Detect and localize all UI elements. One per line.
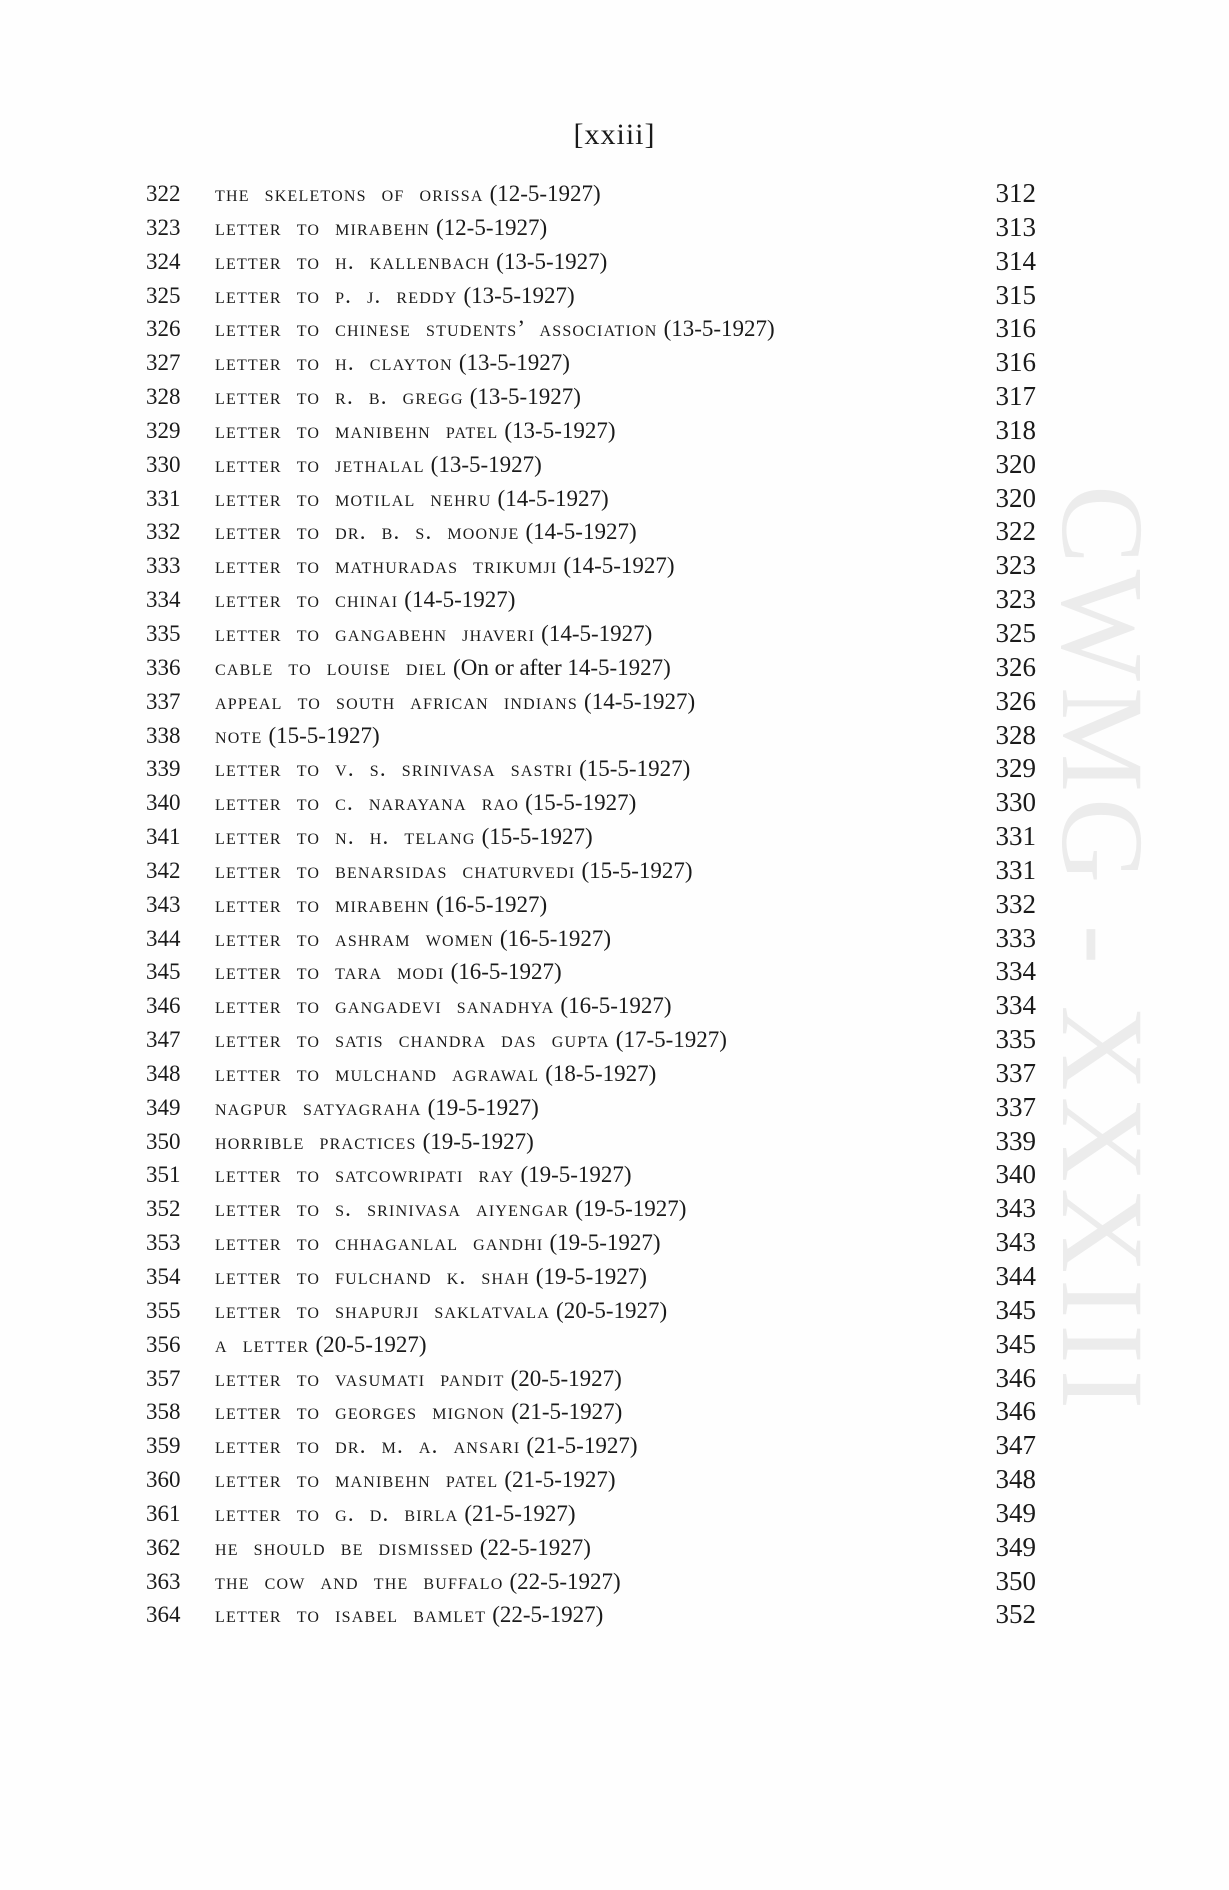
entry-title-line	[215, 211, 547, 246]
entry-title-line	[215, 719, 380, 754]
entry-number: 340	[146, 790, 181, 816]
entry-page-number: 332	[995, 888, 1036, 919]
toc-entry[interactable]	[146, 1565, 1036, 1599]
entry-title-line	[215, 414, 616, 449]
entry-date: (13-5-1927)	[663, 316, 775, 342]
toc-entry[interactable]	[146, 1531, 1036, 1565]
entry-number: 338	[146, 722, 181, 748]
entry-number: 334	[146, 587, 181, 613]
entry-date: (19-5-1927)	[535, 1264, 647, 1289]
entry-title-line	[215, 346, 570, 381]
entry-number: 339	[146, 756, 181, 782]
entry-title: letter to fulchand k. shah	[215, 1264, 530, 1289]
toc-entry[interactable]	[146, 1598, 1036, 1632]
entry-page-number: 343	[995, 1227, 1036, 1258]
entry-title-line	[215, 1395, 622, 1430]
entry-page-number: 340	[995, 1159, 1036, 1190]
entry-number: 337	[146, 688, 181, 714]
toc-entry[interactable]	[146, 989, 1036, 1023]
entry-title: letter to chinai	[215, 587, 399, 613]
entry-page-number: 330	[995, 787, 1036, 818]
entry-title: letter to r. b. gregg	[215, 384, 464, 410]
entry-title: the cow and the buffalo	[215, 1568, 504, 1594]
page-number-header: [xxiii]	[573, 118, 656, 151]
entry-number: 363	[146, 1568, 181, 1594]
entry-title: cable to louise diel	[215, 654, 448, 680]
entry-title-line	[215, 1158, 632, 1193]
toc-entry[interactable]	[146, 1057, 1036, 1091]
entry-date: (13-5-1927)	[469, 384, 581, 410]
entry-date: (14-5-1927)	[525, 519, 637, 545]
entry-title: letter to shapurji saklatvala	[215, 1297, 551, 1323]
entry-title-line	[215, 312, 775, 347]
entry-title: letter to gangabehn jhaveri	[215, 620, 536, 646]
entry-title: letter to jethalal	[215, 451, 425, 477]
entry-number: 331	[146, 485, 181, 511]
entry-page-number: 333	[995, 922, 1036, 953]
entry-date: (19-5-1927)	[520, 1162, 632, 1188]
entry-date: (15-5-1927)	[268, 722, 380, 748]
entry-title: letter to n. h. telang	[215, 824, 476, 850]
entry-number: 355	[146, 1297, 181, 1323]
toc-entry[interactable]	[146, 515, 1036, 549]
entry-number: 323	[146, 214, 181, 240]
entry-title: he should be dismissed	[215, 1534, 474, 1560]
entry-date: (20-5-1927)	[510, 1365, 622, 1391]
entry-page-number: 329	[995, 753, 1036, 784]
entry-title-line	[215, 922, 611, 957]
entry-page-number: 317	[995, 381, 1036, 412]
entry-date: (20-5-1927)	[315, 1331, 427, 1357]
toc-entry[interactable]	[146, 1463, 1036, 1497]
entry-title-line	[215, 1023, 727, 1058]
entry-title-line	[215, 1598, 603, 1633]
entry-number: 364	[146, 1602, 181, 1628]
entry-number: 333	[146, 553, 181, 579]
table-of-contents	[146, 177, 1036, 1632]
entry-title: letter to motilal nehru	[215, 485, 492, 511]
entry-page-number: 323	[995, 584, 1036, 615]
entry-number: 350	[146, 1128, 181, 1154]
entry-title: letter to mirabehn	[215, 214, 431, 240]
entry-number: 347	[146, 1027, 181, 1053]
toc-entry[interactable]	[146, 922, 1036, 956]
entry-page-number: 313	[995, 211, 1036, 242]
entry-page-number: 316	[995, 347, 1036, 378]
toc-entry[interactable]	[146, 1395, 1036, 1429]
entry-page-number: 326	[995, 651, 1036, 682]
entry-title-line	[215, 1565, 621, 1600]
entry-date: (18-5-1927)	[545, 1060, 657, 1086]
entry-page-number: 344	[995, 1261, 1036, 1291]
entry-page-number: 334	[995, 956, 1036, 987]
entry-title: letter to v. s. srinivasa sastri	[215, 756, 574, 782]
toc-entry[interactable]	[146, 752, 1036, 786]
entry-title-line	[215, 583, 515, 618]
entry-title: appeal to south african indians	[215, 688, 579, 714]
entry-date: (17-5-1927)	[615, 1027, 727, 1053]
entry-date: (15-5-1927)	[525, 790, 637, 816]
entry-title: letter to georges mignon	[215, 1399, 506, 1425]
entry-number: 348	[146, 1060, 181, 1086]
toc-entry[interactable]	[146, 1497, 1036, 1531]
toc-entry[interactable]	[146, 177, 1036, 211]
entry-title: letter to chinese students’ association	[215, 316, 658, 342]
entry-title: letter to ashram women	[215, 925, 494, 951]
entry-date: (14-5-1927)	[497, 485, 609, 511]
entry-title-line	[215, 549, 675, 584]
entry-title-line	[215, 1362, 622, 1397]
entry-title-line	[215, 1260, 647, 1295]
toc-entry[interactable]	[146, 1294, 1036, 1328]
entry-date: (19-5-1927)	[427, 1094, 539, 1120]
entry-number: 356	[146, 1331, 181, 1357]
entry-title-line	[215, 245, 607, 280]
entry-title-line	[215, 888, 547, 923]
toc-entry[interactable]	[146, 719, 1036, 753]
entry-title-line	[215, 1091, 539, 1126]
entry-number: 322	[146, 181, 181, 206]
entry-date: (15-5-1927)	[481, 824, 593, 850]
entry-title-line	[215, 177, 601, 212]
entry-date: (14-5-1927)	[404, 587, 516, 613]
entry-date: (13-5-1927)	[430, 451, 542, 477]
entry-date: (14-5-1927)	[563, 553, 675, 579]
entry-title: letter to mirabehn	[215, 891, 431, 917]
entry-date: (16-5-1927)	[450, 959, 562, 985]
entry-page-number: 337	[995, 1057, 1036, 1088]
entry-number: 330	[146, 451, 181, 477]
toc-entry[interactable]	[146, 617, 1036, 651]
toc-entry[interactable]	[146, 448, 1036, 482]
entry-number: 327	[146, 350, 181, 376]
entry-title-line	[215, 1429, 638, 1464]
entry-page-number: 350	[995, 1565, 1036, 1596]
entry-title: letter to dr. m. a. ansari	[215, 1433, 521, 1459]
toc-entry[interactable]	[146, 414, 1036, 448]
entry-title: letter to mathuradas trikumji	[215, 553, 558, 579]
entry-page-number: 318	[995, 414, 1036, 445]
entry-page-number: 334	[995, 990, 1036, 1021]
toc-entry[interactable]	[146, 1125, 1036, 1159]
entry-title: letter to p. j. reddy	[215, 282, 458, 308]
entry-page-number: 331	[995, 821, 1036, 852]
entry-date: (19-5-1927)	[549, 1230, 661, 1256]
toc-entry[interactable]	[146, 346, 1036, 380]
entry-page-number: 348	[995, 1464, 1036, 1495]
entry-date: (12-5-1927)	[489, 181, 601, 206]
entry-page-number: 352	[995, 1599, 1036, 1630]
entry-date: (13-5-1927)	[496, 248, 608, 274]
entry-number: 359	[146, 1433, 181, 1459]
toc-entry[interactable]	[146, 549, 1036, 583]
toc-entry[interactable]	[146, 245, 1036, 279]
entry-title: a letter	[215, 1331, 310, 1357]
entry-title: the skeletons of orissa	[215, 181, 484, 206]
entry-page-number: 326	[995, 685, 1036, 716]
entry-title: nagpur satyagraha	[215, 1094, 422, 1120]
toc-entry[interactable]	[146, 651, 1036, 685]
entry-page-number: 320	[995, 482, 1036, 513]
entry-page-number: 347	[995, 1430, 1036, 1461]
toc-entry[interactable]	[146, 312, 1036, 346]
entry-title-line	[215, 279, 575, 314]
entry-title-line	[215, 515, 637, 550]
entry-number: 341	[146, 824, 181, 850]
entry-title: letter to chhaganlal gandhi	[215, 1230, 544, 1256]
entry-title: letter to h. clayton	[215, 350, 453, 376]
entry-title: letter to s. srinivasa aiyengar	[215, 1196, 570, 1222]
entry-page-number: 312	[995, 178, 1036, 208]
toc-entry[interactable]	[146, 482, 1036, 516]
toc-entry[interactable]	[146, 888, 1036, 922]
entry-page-number: 316	[995, 313, 1036, 344]
entry-title: letter to satcowripati ray	[215, 1162, 515, 1188]
entry-title-line	[215, 1125, 534, 1160]
entry-number: 332	[146, 519, 181, 545]
entry-title: horrible practices	[215, 1128, 417, 1154]
toc-entry[interactable]	[146, 685, 1036, 719]
entry-number: 344	[146, 925, 181, 951]
entry-title-line	[215, 380, 581, 415]
entry-date: (20-5-1927)	[556, 1297, 668, 1323]
toc-entry[interactable]	[146, 854, 1036, 888]
entry-number: 326	[146, 316, 181, 342]
entry-title-line	[215, 1531, 591, 1566]
entry-title-line	[215, 752, 690, 787]
toc-entry[interactable]	[146, 1226, 1036, 1260]
entry-title: letter to satis chandra das gupta	[215, 1027, 610, 1053]
entry-title-line	[215, 448, 542, 483]
entry-title-line	[215, 1057, 656, 1092]
entry-number: 343	[146, 891, 181, 917]
entry-date: (22-5-1927)	[492, 1602, 604, 1628]
entry-page-number: 325	[995, 617, 1036, 648]
entry-date: (15-5-1927)	[579, 756, 691, 782]
entry-page-number: 337	[995, 1091, 1036, 1122]
entry-title-line	[215, 1294, 667, 1329]
entry-page-number: 345	[995, 1328, 1036, 1359]
entry-number: 346	[146, 993, 181, 1019]
entry-number: 358	[146, 1399, 181, 1425]
watermark-text: CWMG - XXXIII	[1037, 484, 1169, 1416]
entry-date: (16-5-1927)	[560, 993, 672, 1019]
entry-title-line	[215, 1226, 661, 1261]
entry-date: (15-5-1927)	[581, 857, 693, 883]
entry-page-number: 343	[995, 1193, 1036, 1224]
entry-title: letter to isabel bamlet	[215, 1602, 487, 1628]
entry-title-line	[215, 1463, 616, 1498]
entry-number: 353	[146, 1230, 181, 1256]
entry-page-number: 349	[995, 1531, 1036, 1562]
entry-title: letter to tara modi	[215, 959, 445, 985]
entry-number: 349	[146, 1094, 181, 1120]
toc-entry[interactable]	[146, 380, 1036, 414]
entry-title-line	[215, 786, 636, 821]
toc-entry[interactable]	[146, 1429, 1036, 1463]
entry-number: 325	[146, 282, 181, 308]
entry-date: (21-5-1927)	[464, 1500, 576, 1526]
entry-title: letter to benarsidas chaturvedi	[215, 857, 576, 883]
toc-entry[interactable]	[146, 1158, 1036, 1192]
entry-title: letter to mulchand agrawal	[215, 1060, 540, 1086]
toc-entry[interactable]	[146, 1023, 1036, 1057]
toc-entry[interactable]	[146, 1328, 1036, 1362]
entry-number: 329	[146, 417, 181, 443]
entry-title-line	[215, 685, 695, 720]
toc-entry[interactable]	[146, 955, 1036, 989]
entry-title: note	[215, 722, 263, 748]
entry-page-number: 331	[995, 854, 1036, 885]
toc-entry[interactable]	[146, 1091, 1036, 1125]
entry-date: (13-5-1927)	[458, 350, 570, 376]
entry-title: letter to dr. b. s. moonje	[215, 519, 520, 545]
entry-title: letter to g. d. birla	[215, 1500, 459, 1526]
entry-title: letter to vasumati pandit	[215, 1365, 505, 1391]
toc-entry[interactable]	[146, 1260, 1036, 1294]
entry-page-number: 339	[995, 1125, 1036, 1156]
toc-entry[interactable]	[146, 279, 1036, 313]
entry-page-number: 345	[995, 1294, 1036, 1325]
entry-date: (14-5-1927)	[584, 688, 696, 714]
toc-entry[interactable]	[146, 786, 1036, 820]
entry-page-number: 323	[995, 550, 1036, 581]
entry-number: 357	[146, 1365, 181, 1391]
entry-title-line	[215, 617, 652, 652]
entry-date: (14-5-1927)	[541, 620, 653, 646]
entry-title: letter to manibehn patel	[215, 1467, 499, 1493]
toc-entry[interactable]	[146, 583, 1036, 617]
entry-number: 328	[146, 384, 181, 410]
entry-date: (16-5-1927)	[499, 925, 612, 951]
entry-title-line	[215, 989, 672, 1024]
entry-number: 324	[146, 248, 181, 274]
entry-title-line	[215, 820, 593, 855]
watermark	[1037, 400, 1169, 1500]
entry-page-number: 349	[995, 1497, 1036, 1528]
entry-date: (On or after 14-5-1927)	[453, 654, 671, 680]
entry-page-number: 346	[995, 1362, 1036, 1393]
entry-number: 351	[146, 1162, 181, 1188]
toc-entry[interactable]	[146, 820, 1036, 854]
entry-page-number: 346	[995, 1396, 1036, 1427]
entry-number: 336	[146, 654, 181, 680]
entry-date: (21-5-1927)	[511, 1399, 623, 1425]
toc-entry[interactable]	[146, 211, 1036, 245]
entry-title: letter to h. kallenbach	[215, 248, 491, 274]
entry-page-number: 328	[995, 719, 1036, 750]
entry-page-number: 322	[995, 516, 1036, 547]
entry-number: 354	[146, 1264, 181, 1289]
entry-title-line	[215, 482, 609, 517]
entry-date: (12-5-1927)	[436, 214, 548, 240]
entry-title-line	[215, 1328, 427, 1363]
entry-date: (19-5-1927)	[575, 1196, 687, 1222]
entry-number: 361	[146, 1500, 181, 1526]
entry-title-line	[215, 1497, 576, 1532]
entry-title: letter to manibehn patel	[215, 417, 499, 443]
entry-number: 342	[146, 857, 181, 883]
entry-page-number: 320	[995, 448, 1036, 479]
entry-page-number: 314	[995, 245, 1036, 276]
entry-date: (22-5-1927)	[509, 1568, 621, 1594]
entry-date: (21-5-1927)	[504, 1467, 616, 1493]
entry-title-line	[215, 1192, 686, 1227]
entry-date: (21-5-1927)	[526, 1433, 638, 1459]
entry-page-number: 335	[995, 1024, 1036, 1055]
entry-title-line	[215, 955, 562, 990]
toc-entry[interactable]	[146, 1362, 1036, 1396]
entry-title-line	[215, 854, 693, 889]
entry-number: 352	[146, 1196, 181, 1222]
entry-date: (22-5-1927)	[479, 1534, 591, 1560]
entry-title: letter to gangadevi sanadhya	[215, 993, 555, 1019]
entry-date: (16-5-1927)	[436, 891, 548, 917]
entry-number: 362	[146, 1534, 181, 1560]
entry-number: 360	[146, 1467, 181, 1493]
entry-title-line	[215, 651, 671, 686]
entry-date: (13-5-1927)	[504, 417, 616, 443]
entry-number: 345	[146, 959, 181, 985]
entry-page-number: 315	[995, 279, 1036, 310]
entry-date: (19-5-1927)	[422, 1128, 534, 1154]
entry-number: 335	[146, 620, 181, 646]
entry-title: letter to c. narayana rao	[215, 790, 520, 816]
toc-entry[interactable]	[146, 1192, 1036, 1226]
entry-date: (13-5-1927)	[463, 282, 575, 308]
